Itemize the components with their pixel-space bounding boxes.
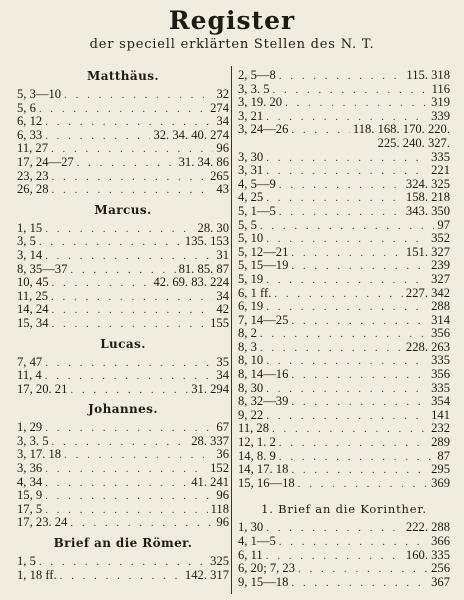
page-numbers: 356 bbox=[431, 367, 450, 382]
index-entry bbox=[238, 409, 450, 423]
dot-leader bbox=[266, 233, 428, 247]
dot-leader bbox=[39, 556, 207, 570]
dot-leader bbox=[51, 277, 150, 291]
index-entry bbox=[238, 354, 450, 368]
index-entry-continuation bbox=[238, 137, 450, 151]
verse-reference: 15, 34 bbox=[17, 315, 49, 330]
dot-leader bbox=[291, 577, 428, 591]
index-entry bbox=[238, 83, 450, 97]
index-entry bbox=[17, 569, 229, 583]
page-numbers: 314 bbox=[431, 312, 450, 327]
index-entry bbox=[17, 476, 229, 490]
page-numbers: 221 bbox=[431, 163, 450, 178]
verse-reference: 4, 34 bbox=[17, 474, 43, 489]
dot-leader bbox=[291, 396, 428, 410]
verse-reference: 8, 14—16 bbox=[238, 367, 289, 382]
verse-reference: 5, 5 bbox=[238, 217, 257, 232]
dot-leader bbox=[51, 291, 213, 305]
verse-reference: 17, 20. 21 bbox=[17, 381, 68, 396]
verse-reference: 3, 24—26 bbox=[238, 122, 289, 137]
page-numbers: 28. 337 bbox=[191, 433, 229, 448]
section-heading: Marcus. bbox=[94, 202, 152, 217]
dot-leader bbox=[279, 70, 404, 84]
dot-leader bbox=[285, 97, 428, 111]
verse-reference: 4, 25 bbox=[238, 190, 264, 205]
page-numbers: 28. 30 bbox=[197, 220, 229, 235]
index-entry bbox=[238, 395, 450, 409]
page-numbers: 118. 168. 170. 220. bbox=[352, 122, 450, 137]
dot-leader bbox=[51, 184, 213, 198]
verse-reference: 1, 29 bbox=[17, 420, 43, 435]
page-numbers: 96 bbox=[216, 515, 229, 530]
verse-reference: 3, 19. 20 bbox=[238, 95, 283, 110]
page-numbers: 295 bbox=[431, 462, 450, 477]
left-column bbox=[17, 69, 229, 582]
dot-leader bbox=[45, 370, 214, 384]
page-numbers: 228. 263 bbox=[405, 339, 450, 354]
index-entry bbox=[238, 521, 450, 535]
verse-reference: 14, 24 bbox=[17, 302, 49, 317]
verse-reference: 17, 23. 24 bbox=[17, 515, 68, 530]
page-numbers: 354 bbox=[431, 394, 450, 409]
index-entry bbox=[17, 516, 229, 530]
verse-reference: 7, 47 bbox=[17, 354, 43, 369]
dot-leader bbox=[266, 301, 428, 315]
verse-reference: 8, 32—39 bbox=[238, 394, 289, 409]
index-entry bbox=[17, 276, 229, 290]
verse-reference: 8, 30 bbox=[238, 380, 264, 395]
dot-leader bbox=[70, 517, 213, 531]
index-entry bbox=[238, 450, 450, 464]
verse-reference: 6, 20; 7, 23 bbox=[238, 561, 296, 576]
dot-leader bbox=[260, 342, 403, 356]
index-entry bbox=[238, 314, 450, 328]
index-entry bbox=[17, 421, 229, 435]
verse-reference: 11, 25 bbox=[17, 288, 49, 303]
page-numbers: 274 bbox=[210, 100, 229, 115]
index-entry bbox=[238, 576, 450, 590]
right-column bbox=[238, 69, 450, 589]
index-entry bbox=[238, 562, 450, 576]
index-entry bbox=[17, 222, 229, 236]
dot-leader bbox=[60, 570, 182, 584]
page-subtitle: der speciell erklärten Stellen des N. T. bbox=[89, 37, 375, 52]
dot-leader bbox=[64, 89, 213, 103]
verse-reference: 15, 16—18 bbox=[238, 475, 295, 490]
page-numbers: 31. 34. 86 bbox=[178, 154, 229, 169]
page-numbers: 135. 153 bbox=[184, 234, 229, 249]
index-entry bbox=[17, 102, 229, 116]
index-entry bbox=[238, 219, 450, 233]
dot-leader bbox=[45, 504, 207, 518]
index-entry bbox=[238, 151, 450, 165]
verse-reference: 2, 5—8 bbox=[238, 68, 276, 82]
index-entry bbox=[17, 489, 229, 503]
dot-leader bbox=[279, 437, 428, 451]
page-numbers: 327 bbox=[431, 271, 450, 286]
dot-leader bbox=[64, 449, 213, 463]
index-entry bbox=[238, 123, 450, 137]
verse-reference: 6, 1 ff. bbox=[238, 285, 272, 300]
index-entry bbox=[17, 183, 229, 197]
page-numbers: 116 bbox=[431, 81, 450, 96]
index-entry bbox=[17, 142, 229, 156]
dot-leader bbox=[45, 223, 194, 237]
dot-leader bbox=[51, 436, 188, 450]
index-entry bbox=[238, 287, 450, 301]
page-numbers: 35 bbox=[216, 354, 229, 369]
dot-leader bbox=[279, 206, 403, 220]
page-numbers: 222. 288 bbox=[405, 520, 450, 535]
index-entry bbox=[238, 535, 450, 549]
index-entry bbox=[238, 463, 450, 477]
verse-reference: 11, 27 bbox=[17, 141, 49, 156]
verse-reference: 26, 28 bbox=[17, 182, 49, 197]
page-numbers: 335 bbox=[431, 380, 450, 395]
verse-reference: 23, 23 bbox=[17, 168, 49, 183]
page-numbers: 34 bbox=[216, 114, 229, 129]
page-numbers: 369 bbox=[431, 475, 450, 490]
dot-leader bbox=[291, 260, 428, 274]
page-numbers: 34 bbox=[216, 368, 229, 383]
page-numbers: 115. 318 bbox=[406, 68, 450, 82]
page-numbers: 158. 218 bbox=[405, 190, 450, 205]
verse-reference: 11, 28 bbox=[238, 421, 270, 436]
index-entry bbox=[238, 164, 450, 178]
page-numbers: 34 bbox=[216, 288, 229, 303]
index-entry bbox=[238, 436, 450, 450]
index-entry bbox=[238, 110, 450, 124]
verse-reference: 5, 10 bbox=[238, 231, 264, 246]
page-numbers: 324. 325 bbox=[405, 176, 450, 191]
verse-reference: 8, 35—37 bbox=[17, 261, 68, 276]
dot-leader bbox=[45, 463, 207, 477]
index-entry bbox=[238, 382, 450, 396]
verse-reference: 3, 17. 18 bbox=[17, 447, 62, 462]
page-numbers: 232 bbox=[431, 421, 450, 436]
section-heading: Matthäus. bbox=[87, 69, 159, 83]
index-entry bbox=[238, 477, 450, 491]
dot-leader bbox=[266, 522, 403, 536]
page-numbers: 87 bbox=[437, 448, 450, 463]
section-heading: 1. Brief an die Korinther. bbox=[261, 502, 427, 517]
dot-leader bbox=[266, 274, 428, 288]
page-numbers: 239 bbox=[431, 258, 450, 273]
index-entry bbox=[17, 88, 229, 102]
dot-leader bbox=[266, 165, 428, 179]
index-entry bbox=[238, 327, 450, 341]
index-entry bbox=[238, 549, 450, 563]
dot-leader bbox=[298, 563, 428, 577]
index-entry bbox=[17, 263, 229, 277]
dot-leader bbox=[260, 328, 428, 342]
section-heading: Lucas. bbox=[100, 336, 146, 351]
verse-reference: 4, 1—5 bbox=[238, 534, 276, 548]
page-numbers: 142. 317 bbox=[184, 567, 229, 582]
dot-leader bbox=[45, 490, 213, 504]
verse-reference: 10, 45 bbox=[17, 275, 49, 290]
page-numbers: 225. 240. 327. bbox=[377, 135, 450, 150]
index-entry bbox=[17, 383, 229, 397]
dot-leader bbox=[279, 451, 435, 465]
dot-leader bbox=[266, 383, 428, 397]
dot-leader bbox=[45, 130, 150, 144]
index-entry bbox=[17, 435, 229, 449]
dot-leader bbox=[77, 157, 176, 171]
dot-leader bbox=[51, 304, 213, 318]
verse-reference: 5, 12—21 bbox=[238, 244, 289, 259]
index-entry bbox=[17, 115, 229, 129]
page-title: Register bbox=[168, 6, 296, 35]
verse-reference: 17, 24—27 bbox=[17, 154, 74, 169]
dot-leader bbox=[39, 236, 182, 250]
verse-reference: 3, 5 bbox=[17, 234, 36, 249]
page-numbers: 227. 342 bbox=[405, 285, 450, 300]
index-entry bbox=[238, 205, 450, 219]
page-numbers: 36 bbox=[216, 447, 229, 462]
dot-leader bbox=[266, 410, 428, 424]
index-entry bbox=[238, 246, 450, 260]
page-numbers: 356 bbox=[431, 326, 450, 341]
page-numbers: 256 bbox=[431, 561, 450, 576]
verse-reference: 3, 21 bbox=[238, 108, 264, 123]
dot-leader bbox=[298, 478, 428, 492]
verse-reference: 3, 3. 5 bbox=[238, 81, 270, 96]
page-numbers: 141 bbox=[431, 407, 450, 422]
index-entry bbox=[238, 96, 450, 110]
index-entry bbox=[17, 462, 229, 476]
dot-leader bbox=[266, 192, 403, 206]
dot-leader bbox=[266, 152, 428, 166]
verse-reference: 5, 3—10 bbox=[17, 87, 62, 101]
index-entry bbox=[17, 249, 229, 263]
verse-reference: 9, 22 bbox=[238, 407, 264, 422]
verse-reference: 5, 19 bbox=[238, 271, 264, 286]
section-heading: Brief an die Römer. bbox=[53, 536, 193, 551]
page-numbers: 335 bbox=[431, 149, 450, 164]
page-numbers: 41. 241 bbox=[191, 474, 229, 489]
page-numbers: 152 bbox=[210, 461, 229, 476]
dot-leader bbox=[291, 464, 428, 478]
verse-reference: 7, 14—25 bbox=[238, 312, 289, 327]
page-numbers: 67 bbox=[216, 420, 229, 435]
verse-reference: 14, 8. 9 bbox=[238, 448, 276, 463]
page-numbers: 265 bbox=[210, 168, 229, 183]
index-entry bbox=[17, 303, 229, 317]
verse-reference: 11, 4 bbox=[17, 368, 42, 383]
verse-reference: 5, 15—19 bbox=[238, 258, 289, 273]
page-numbers: 96 bbox=[216, 488, 229, 503]
index-entry bbox=[17, 555, 229, 569]
verse-reference: 4, 5—9 bbox=[238, 176, 276, 191]
page-numbers: 32 bbox=[216, 87, 229, 101]
page-numbers: 31. 294 bbox=[191, 381, 229, 396]
index-entry bbox=[17, 369, 229, 383]
dot-leader bbox=[51, 318, 207, 332]
page-numbers: 339 bbox=[431, 108, 450, 123]
verse-reference: 8, 10 bbox=[238, 353, 264, 368]
index-entry bbox=[17, 129, 229, 143]
verse-reference: 14, 17. 18 bbox=[238, 462, 289, 477]
verse-reference: 3, 36 bbox=[17, 461, 43, 476]
index-entry bbox=[238, 178, 450, 192]
page-numbers: 352 bbox=[431, 231, 450, 246]
index-entry bbox=[17, 170, 229, 184]
page-numbers: 160. 335 bbox=[405, 547, 450, 562]
page-numbers: 343. 350 bbox=[405, 203, 450, 218]
index-entry bbox=[17, 290, 229, 304]
dot-leader bbox=[272, 423, 428, 437]
verse-reference: 5, 1—5 bbox=[238, 203, 276, 218]
dot-leader bbox=[39, 103, 207, 117]
verse-reference: 12, 1. 2 bbox=[238, 435, 276, 450]
index-entry bbox=[238, 232, 450, 246]
dot-leader bbox=[291, 315, 428, 329]
index-entry bbox=[238, 368, 450, 382]
index-entry bbox=[17, 503, 229, 517]
verse-reference: 1, 18 ff. bbox=[17, 567, 57, 582]
index-entry bbox=[17, 448, 229, 462]
dot-leader bbox=[51, 171, 207, 185]
page-numbers: 97 bbox=[437, 217, 450, 232]
page-numbers: 43 bbox=[216, 182, 229, 197]
page-numbers: 155 bbox=[210, 315, 229, 330]
dot-leader bbox=[272, 84, 428, 98]
index-entry bbox=[238, 300, 450, 314]
dot-leader bbox=[260, 220, 435, 234]
dot-leader bbox=[45, 477, 188, 491]
verse-reference: 6, 33 bbox=[17, 127, 43, 142]
page-numbers: 325 bbox=[210, 554, 229, 569]
index-entry bbox=[17, 356, 229, 370]
verse-reference: 6, 11 bbox=[238, 547, 263, 562]
verse-reference: 3, 31 bbox=[238, 163, 264, 178]
verse-reference: 6, 12 bbox=[17, 114, 43, 129]
dot-leader bbox=[274, 288, 403, 302]
verse-reference: 3, 30 bbox=[238, 149, 264, 164]
dot-leader bbox=[266, 355, 428, 369]
dot-leader bbox=[45, 357, 213, 371]
verse-reference: 8, 3 bbox=[238, 339, 257, 354]
index-entry bbox=[238, 191, 450, 205]
column-divider bbox=[231, 66, 232, 594]
page-numbers: 367 bbox=[431, 574, 450, 589]
section-heading: Johannes. bbox=[88, 402, 158, 417]
verse-reference: 9, 15—18 bbox=[238, 574, 289, 589]
index-entry bbox=[238, 341, 450, 355]
page-numbers: 289 bbox=[431, 435, 450, 450]
index-entry bbox=[17, 235, 229, 249]
verse-reference: 5, 6 bbox=[17, 100, 36, 115]
index-entry bbox=[238, 259, 450, 273]
index-entry bbox=[238, 422, 450, 436]
page-numbers: 96 bbox=[216, 141, 229, 156]
index-entry bbox=[17, 156, 229, 170]
verse-reference: 3, 3. 5 bbox=[17, 433, 49, 448]
verse-reference: 15, 9 bbox=[17, 488, 43, 503]
page-numbers: 42. 69. 83. 224 bbox=[153, 275, 229, 290]
index-entry bbox=[17, 317, 229, 331]
page-numbers: 335 bbox=[431, 353, 450, 368]
verse-reference: 3, 14 bbox=[17, 247, 43, 262]
page-numbers: 151. 327 bbox=[405, 244, 450, 259]
page-numbers: 81. 85. 87 bbox=[178, 261, 229, 276]
dot-leader bbox=[291, 247, 403, 261]
page-numbers: 32. 34. 40. 274 bbox=[153, 127, 229, 142]
page-numbers: 366 bbox=[431, 534, 450, 548]
page-numbers: 288 bbox=[431, 299, 450, 314]
dot-leader bbox=[291, 369, 428, 383]
page-numbers: 42 bbox=[216, 302, 229, 317]
verse-reference: 1, 15 bbox=[17, 220, 43, 235]
index-entry bbox=[238, 69, 450, 83]
dot-leader bbox=[70, 384, 188, 398]
dot-leader bbox=[279, 179, 403, 193]
dot-leader bbox=[291, 124, 349, 138]
verse-reference: 1, 30 bbox=[238, 520, 264, 535]
verse-reference: 8, 2 bbox=[238, 326, 257, 341]
verse-reference: 6, 19 bbox=[238, 299, 264, 314]
verse-reference: 17, 5 bbox=[17, 501, 43, 516]
index-entry bbox=[238, 273, 450, 287]
page-numbers: 118 bbox=[210, 501, 229, 516]
verse-reference: 1, 5 bbox=[17, 554, 36, 569]
page-numbers: 319 bbox=[431, 95, 450, 110]
page-numbers: 31 bbox=[216, 247, 229, 262]
dot-leader bbox=[45, 422, 213, 436]
